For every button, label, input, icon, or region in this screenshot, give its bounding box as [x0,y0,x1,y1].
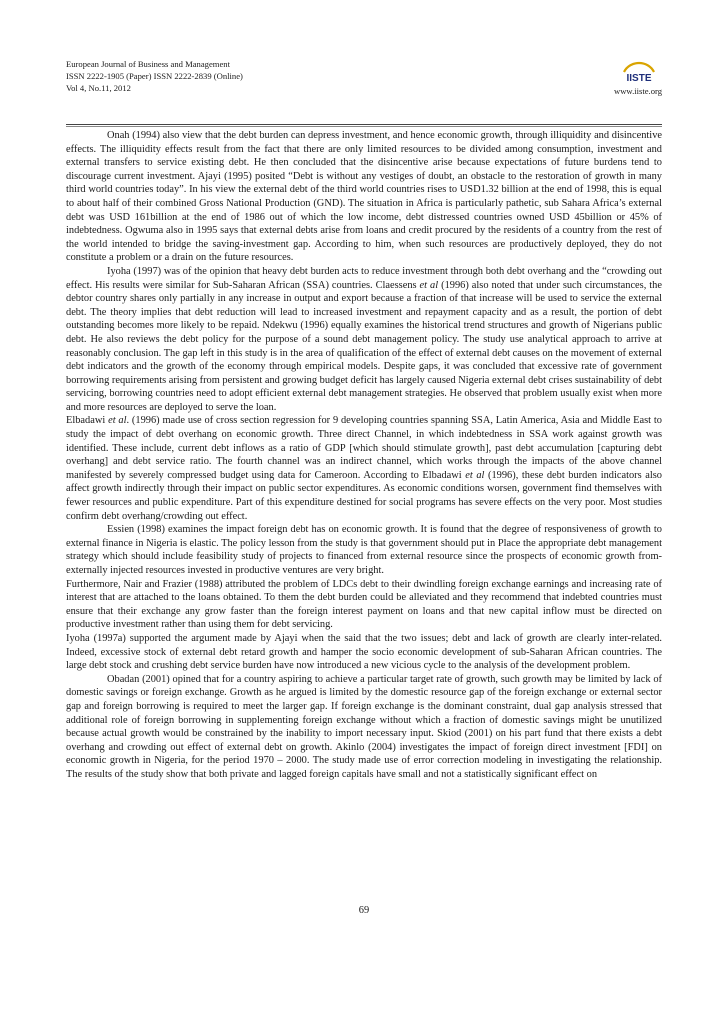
paragraph: Essien (1998) examines the impact foreign debt has on economic growth. It is found that the degree of responsiveness of growth to external finance in Nigeria is elastic. The policy lesson from the study is that government should put in Place the appropriate debt management strategy which should include feasibility study of projects to financed from external resource since the prospects of economic growth from-externally injected resources invested in productive ventures are very bright. [66,524,662,576]
article-body [66,129,662,782]
header-divider-thin [66,126,662,127]
paragraph: Elbadawi et al. (1996) made use of cross section regression for 9 developing countries spanning SSA, Latin America, Asia and Middle East to study the impact of debt overhang on economic growth. Three direct Channel, in which indebtedness in SSA work against growth was identified. These include, current debt inflows as a ratio of GDP [which should stimulate growth], past debt accumulation [capturing debt overhang] and debt service ratio. The fourth channel was an indirect channel, which works through the impacts of the above channel manifested by severely compressed budget using data for Cameroon. According to Elbadawi et al (1996), these debt burden indicators also affect growth indirectly through their impact on public sector expenditures. As economic conditions worsen, government find themselves with fewer resources and public expenditure. Part of this expenditure destined for social programs has severe effects on the very poor. Most studies confirm debt overhang/crowding out effect. [66,415,662,522]
volume-line: Vol 4, No.11, 2012 [66,83,131,93]
iiste-logo-icon [620,58,658,84]
logo-text: IISTE [626,73,652,84]
issn-line: ISSN 2222-1905 (Paper) ISSN 2222-2839 (Online) [66,71,243,81]
page-header [66,58,662,94]
page-number: 69 [358,905,370,916]
paragraph: Onah (1994) also view that the debt burden can depress investment, and hence economic growth, through illiquidity and disincentive effects. The illiquidity effects result from the fact that there are only limited resources to be divided among consumption, investment and external transfers to service existing debt. He then concluded that the disincentive arise because expectations of future burdens tend to discourage current investment. Ajayi (1995) posited “Debt is without any vestiges of doubt, an obstacle to the restoration of growth in many third world countries today”. In his view the external debt of the third world countries rises to USD1.32 billion at the end of 1998, this is equal to about half of their combined Gross National Production (GND). The situation in Africa is particularly pathetic, sub Sahara Africa’s external debt was USD 161billion at the end of 1986 out of which the low income, debt distressed countries owned USD 45billion or 45% of indebtedness. Ogwuma also in 1995 says that external debts arise from loans and credit procured by the residents of a country from the rest of the world intended to bridge the saving-investment gap. According to him, when such resources are productively deployed, they do not constitute a problem or a drain on the future resources. [66,130,662,264]
website-link[interactable]: www.iiste.org [614,86,662,96]
paragraph: Iyoha (1997) was of the opinion that heavy debt burden acts to reduce investment through both debt overhang and the “crowding out effect. His results were similar for Sub-Saharan African (SSA) countries. Claessens et al (1996) also noted that under such circumstances, the debtor country shares only partially in any increase in output and export because a fraction of that increase will be used to service the external debt. The theory implies that debt reduction will lead to increased investment and repayment capacity and as a result, the portion of debt outstanding becomes more likely to be repaid. Ndekwu (1996) equally examines the historical trend structures and growth of Nigerians public debt. He also reviews the debt policy for the purpose of a sound debt management policy. The study use analytical approach to arrive at reasonably conclusion. The gap left in this study is in the area of qualification of the effect of external debt causes on the movement of external debt indicators and the growth of the economy through empirical models. Despite gaps, it was concluded that excessive rate of government borrowing requirements arising from persistent and growing budget deficit has largely caused Nigeria external debt crises sustainability of debt servicing, borrowing countries need to adopt efficient external debt management strategies. He observed that problem usually exist when more and more resources are deployed to serve the loan. [66,265,662,413]
paragraph: Furthermore, Nair and Frazier (1988) attributed the problem of LDCs debt to their dwindling foreign exchange earnings and increasing rate of interest that are attached to the loans obtained. To them the debt burden could be alleviated and they recommend that indebted countries must ensure that their exchange any grow faster than the foreign interest payment on loans and that new capital inflow must be directed on productive investment rather than using them for debt servicing. [66,578,662,631]
header-divider [66,124,662,125]
paragraph: Iyoha (1997a) supported the argument made by Ajayi when the said that the two issues; debt and lack of growth are clearly inter-related. Indeed, excessive stock of external debt retard growth and hamper the socio economic development of sub-Saharan African countries. The large debt stock and crushing debt service burden have now introduced a new vicious cycle to the analysis of the development problem. [66,632,662,672]
journal-title: European Journal of Business and Management [66,59,230,69]
paragraph: Obadan (2001) opined that for a country aspiring to achieve a particular target rate of growth, such growth may be limited by lack of domestic savings or foreign exchange. Growth as he argued is limited by the domestic resource gap of the foreign exchange or external sector gap and foreign borrowing is required to meet the larger gap. If foreign exchange is the dominant constraint, dual gap analysis stressed that additional role of foreign borrowing in supplementing foreign exchange without which a fraction of domestic savings might be unutilized because actual growth would be constrained by the inability to import necessary input. Skiod (2001) on his part fund that there exists a debt overhang and crowding out effect of external debt on growth. Akinlo (2004) investigates the impact of foreign direct investment [FDI] on economic growth in Nigeria, for the period 1970 – 2000. The study made use of error correction modeling in investigating the relationship. The results of the study show that both private and lagged foreign capitals have small and not a statistically significant effect on [66,673,662,780]
